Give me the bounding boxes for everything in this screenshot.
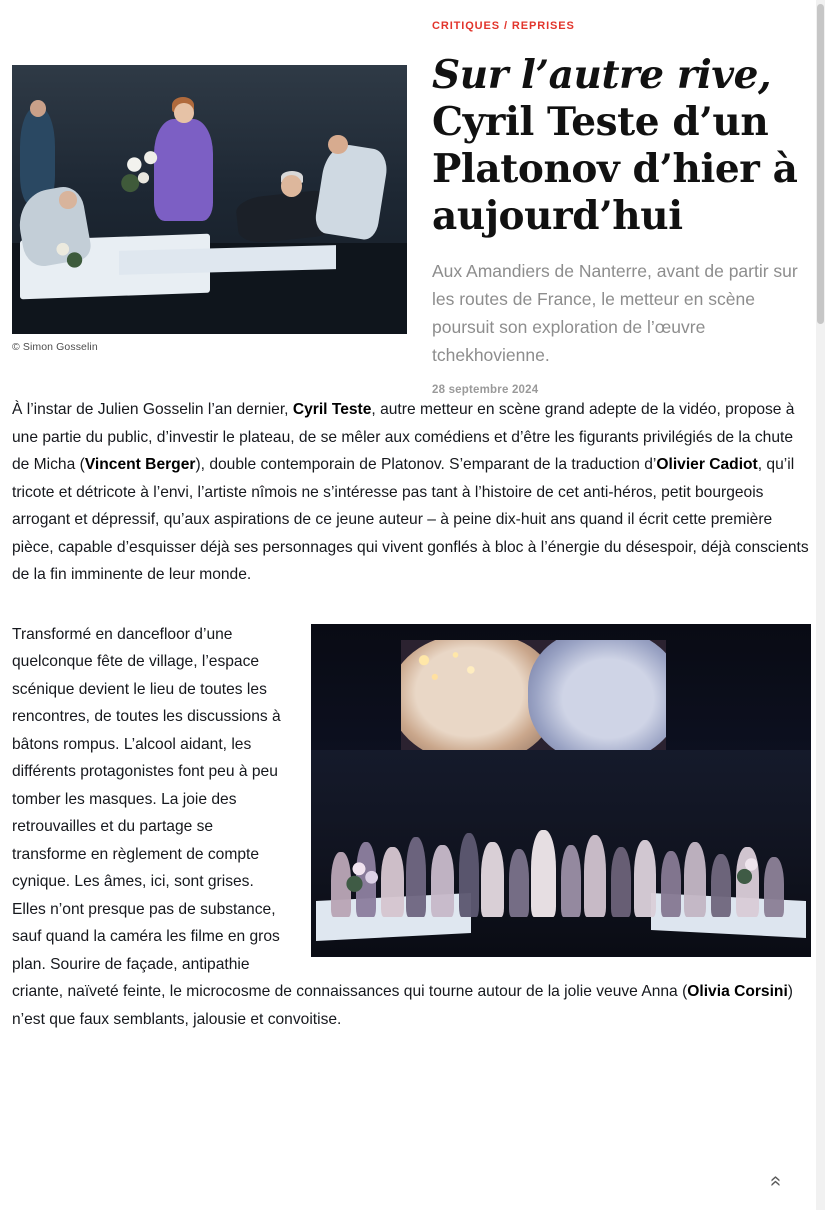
crowd-person [406,837,426,916]
scrollbar-track[interactable] [816,0,825,1210]
standfirst: Aux Amandiers de Nanterre, avant de partir sur les routes de France, le metteur en scène poursuit son exploration de l’œuvre tchekhovienne. [432,261,798,365]
hero-figure [12,65,407,353]
crowd-person [431,845,454,917]
flower-bouquet [44,232,91,275]
crowd-person [634,840,657,917]
crowd-person [509,849,529,916]
actor-head [281,175,302,197]
text-run: ), double contemporain de Platonov. S’emparant de la traduction d’ [195,456,657,473]
flower-bouquet [731,847,776,894]
text-run: Transformé en dancefloor d’une quelconque fête de village, l’espace scénique devient le lieu de toutes les rencontres, de toutes les discussions à bâtons rompus. L’alcool aidant, les différents protagonistes font peu à peu tomber les masques. La joie des retrouvailles et du partage se transforme en règlement de compte cynique. Les âmes, ici, sont grises. Elles n’ont presque pas de substance, sauf quand la caméra les filme en gros plan. Sourire de façade, antipathie criante, naïveté feinte, le microcosme de connaissances qui tourne autour de la jolie veuve Anna ( [12,625,688,1000]
page-title-rest: Cyril Teste d’un Platonov d’hier à aujourd’hui [432,99,798,239]
text-run: , qu’il tricote et détricote à l’envi, l’artiste nîmois ne s’intéresse pas tant à l’histoire de cet anti-héros, petit bourgeois arrogant et dépressif, qu’aux aspirations de ce jeune auteur – à peine dix-huit ans quand il écrit cette première pièce, capable d’esquisser déjà ses personnages qui vivent gonflés à bloc à l’énergie du désespoir, déjà conscients de la fin imminente de leur monde. [12,456,809,583]
person-name: Olivier Cadiot [656,456,758,473]
hero-figure-column [0,10,432,396]
flower-bouquet [119,146,170,200]
breadcrumb-category[interactable]: CRITIQUES [432,20,500,32]
headline-column [432,10,812,396]
text-run: ) n’est que faux semblants, jalousie et convoitise. [12,983,793,1028]
breadcrumb-separator: / [503,20,508,32]
text-run: À l’instar de Julien Gosselin l’an dernier, [12,401,293,418]
article-body [0,396,825,1033]
crowd-person [684,842,707,916]
actor-head [174,103,194,123]
publication-date: 28 septembre 2024 [432,384,539,396]
image-credit: © Simon Gosselin [12,341,98,353]
secondary-image [311,624,811,957]
crowd-person [661,851,681,917]
projected-face-right [528,640,666,750]
person-name: Olivia Corsini [687,983,788,1000]
text-run: , autre metteur en scène grand adepte de la vidéo, propose à une partie du public, d’investir le plateau, de se mêler aux comédiens et d’être les figurants privilégiés de la chute de Micha ( [12,401,795,473]
crowd-person [561,845,581,917]
article-header [0,0,825,396]
crowd-person [481,842,504,916]
scroll-to-top-icon[interactable]: « [765,1175,787,1187]
page-title [432,52,812,240]
person-name: Cyril Teste [292,401,372,418]
video-projection-screen [401,640,666,750]
hero-image [12,65,407,334]
breadcrumb [432,20,812,32]
scrollbar-thumb[interactable] [817,4,824,324]
second-section [12,621,811,1034]
paragraph-intro [12,396,809,589]
flower-bouquet [341,850,386,897]
person-name: Vincent Berger [84,456,196,473]
crowd-person [711,854,731,916]
actor-head [328,135,348,154]
light-sparkle [406,647,496,691]
crowd-person [611,847,631,917]
page-title-italic: Sur l’autre rive, [432,52,772,98]
crowd-person [459,833,479,917]
breadcrumb-subcategory[interactable]: REPRISES [511,20,575,32]
crowd-person [584,835,607,917]
crowd-person [531,830,556,916]
actor-head [59,191,76,208]
